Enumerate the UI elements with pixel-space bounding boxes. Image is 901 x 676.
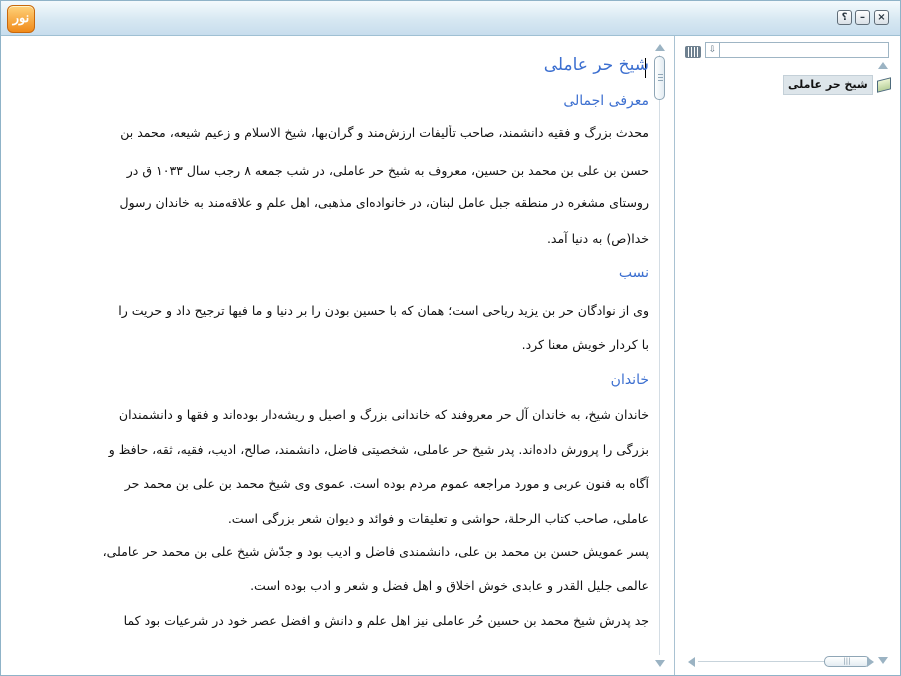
paragraph-line: عالمی جلیل القدر و عابدی خوش اخلاق و اهل فضل و شعر و ادب بوده است.	[250, 578, 649, 593]
scroll-thumb[interactable]	[654, 56, 665, 100]
paragraph-line: روستای مشغره در منطقه جبل عامل لبنان، در خانواده‌ای مذهبی، اهل علم و علاقه‌مند به خاندان رسول	[119, 195, 649, 210]
grip-line	[658, 74, 663, 75]
scroll-down-icon[interactable]	[655, 660, 665, 667]
scroll-right-icon[interactable]	[867, 657, 874, 667]
keyboard-icon[interactable]	[685, 46, 701, 58]
side-pane	[676, 36, 900, 676]
close-button[interactable]: ×	[874, 10, 889, 25]
paragraph-line: خاندان شیخ، به خاندان آل حر معروفند که خاندانی بزرگ و اصیل و ریشه‌دار بوده‌اند و فقها و دانشمندان	[118, 407, 649, 422]
document-content[interactable]	[4, 38, 649, 671]
section-heading: معرفی اجمالی	[563, 93, 649, 109]
paragraph-line: عاملی، صاحب کتاب الرحلة، حواشی و تعلیقات و فوائد و دیوان شعر بزرگی است.	[227, 511, 649, 526]
side-horizontal-scrollbar[interactable]	[686, 655, 876, 669]
paragraph-line: حسن بن علی بن محمد بن حسین، معروف به شیخ حر عاملی، در شب جمعه ۸ رجب سال ۱۰۳۳ ق در	[126, 163, 649, 178]
paragraph-line: جد پدرش شیخ محمد بن حسین حُر عاملی نیز اهل علم و دانش و افضل عصر خود در شرعیات بود کما	[123, 613, 649, 628]
scroll-up-icon[interactable]	[878, 62, 888, 69]
app-logo-icon[interactable]: نور	[7, 5, 35, 33]
minimize-button[interactable]: –	[855, 10, 870, 25]
scroll-up-icon[interactable]	[655, 44, 665, 51]
paragraph-line: پسر عمویش حسن بن محمد بن علی، دانشمندی فاضل و ادیب بود و جدّش شیخ علی بن محمد حر عاملی،	[102, 544, 649, 559]
section-heading: خاندان	[610, 372, 649, 388]
paragraph-line: با کردار خویش معنا کرد.	[521, 337, 649, 352]
help-button[interactable]: ؟	[837, 10, 852, 25]
tree-item-label[interactable]: شیخ حر عاملی	[783, 75, 873, 95]
scroll-thumb[interactable]: |||	[824, 656, 870, 667]
paragraph-line: محدث بزرگ و فقیه دانشمند، صاحب تألیفات ارزش‌مند و گران‌بها، شیخ الاسلام و زعیم شیعه، محمد بن	[120, 125, 649, 140]
paragraph-line: خدا(ص) به دنیا آمد.	[546, 231, 649, 246]
scroll-track[interactable]	[659, 55, 660, 655]
side-scrollbar[interactable]	[876, 62, 890, 672]
scroll-left-icon[interactable]	[688, 657, 695, 667]
grip-line	[658, 80, 663, 81]
search-input[interactable]	[720, 43, 890, 57]
tree-item[interactable]	[783, 75, 891, 95]
search-box	[705, 42, 889, 58]
grip-line	[658, 77, 663, 78]
paragraph-line: وی از نوادگان حر بن یزید ریاحی است؛ همان که با حسین بودن را بر دنیا و ما فیها ترجیح داد و حریت را	[118, 303, 649, 318]
document-title: شیخ حر عاملی	[543, 55, 649, 75]
paragraph-line: بزرگی را پرورش داده‌اند. پدر شیخ حر عاملی، شخصیتی فاضل، دانشمند، صالح، ادیب، فقیه، ثقه، حافظ و	[108, 442, 649, 457]
title-bar	[1, 1, 900, 36]
search-arrow-button[interactable]: ⇩	[706, 43, 720, 57]
section-heading: نسب	[618, 265, 649, 281]
scroll-down-icon[interactable]	[878, 657, 888, 664]
pane-divider[interactable]	[674, 36, 675, 676]
paragraph-line: آگاه به فنون عربی و مورد مراجعه عموم مردم بوده است. عموی وی شیخ محمد بن علی بن محمد حر	[124, 476, 649, 491]
content-scrollbar[interactable]	[653, 41, 667, 669]
